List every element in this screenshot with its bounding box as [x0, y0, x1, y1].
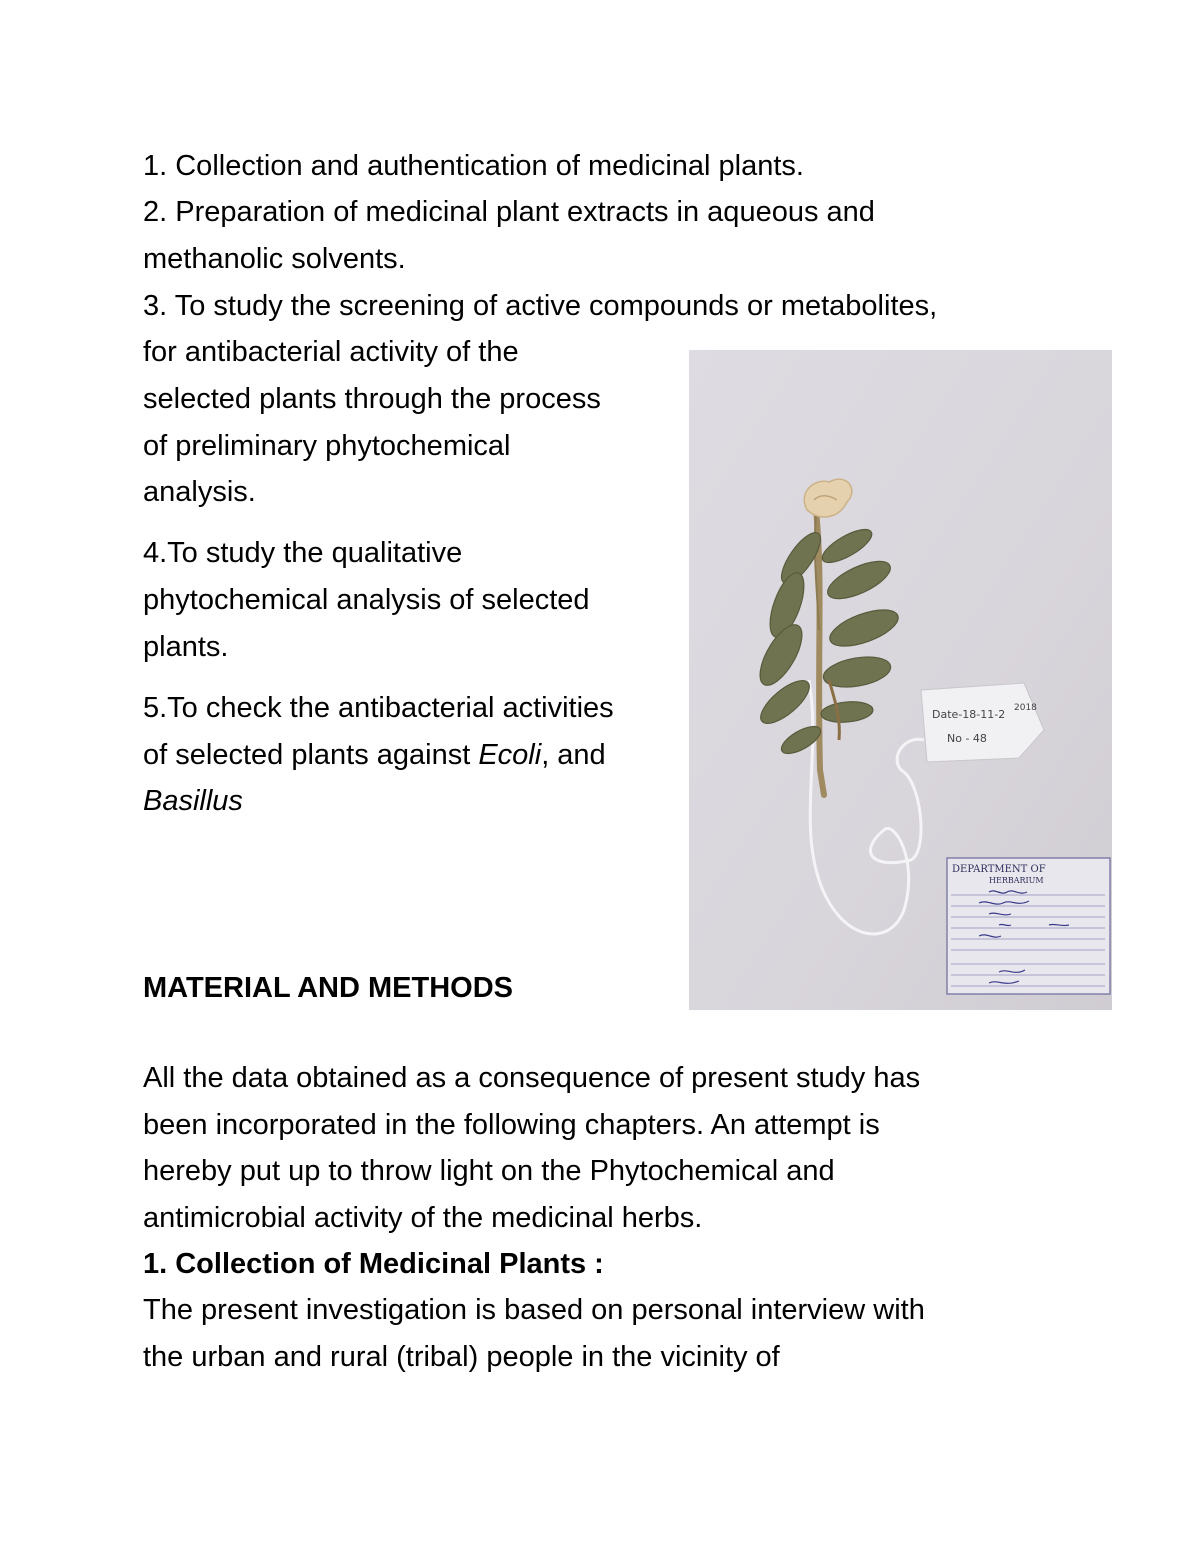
- organism-ecoli: Ecoli: [478, 739, 542, 771]
- subheading-collection: 1. Collection of Medicinal Plants :: [143, 1248, 604, 1280]
- organism-basillus: Basillus: [143, 785, 243, 817]
- objective-2-line-2: methanolic solvents.: [143, 243, 406, 275]
- label-subtitle: HERBARIUM: [989, 876, 1044, 885]
- objective-3-line-2: for antibacterial activity of the: [143, 336, 519, 368]
- objective-3-line-3: selected plants through the process: [143, 383, 601, 415]
- objective-5-line-1: 5.To check the antibacterial activities: [143, 692, 614, 724]
- specimen-tag: [921, 683, 1044, 762]
- objective-5-prefix: of selected plants against: [143, 739, 479, 771]
- tag-year: 2018: [1014, 703, 1037, 713]
- intro-line-1: All the data obtained as a consequence of present study has: [143, 1062, 921, 1094]
- objective-4-line-1: 4.To study the qualitative: [143, 537, 463, 569]
- investigation-line-2: the urban and rural (tribal) people in the vicinity of: [143, 1341, 780, 1373]
- intro-line-2: been incorporated in the following chapters. An attempt is: [143, 1109, 880, 1141]
- intro-line-3: hereby put up to throw light on the Phytochemical and: [143, 1155, 835, 1187]
- label-title: DEPARTMENT OF: [952, 864, 1046, 875]
- intro-line-4: antimicrobial activity of the medicinal herbs.: [143, 1202, 703, 1234]
- tag-number: No - 48: [947, 732, 987, 745]
- specimen-illustration: [689, 350, 1112, 1010]
- objective-1: 1. Collection and authentication of medicinal plants.: [143, 150, 804, 182]
- objective-5-suffix: , and: [541, 739, 606, 771]
- objective-3-line-1: 3. To study the screening of active compounds or metabolites,: [143, 290, 938, 322]
- objective-4-line-2: phytochemical analysis of selected: [143, 584, 590, 616]
- objective-2-line-1: 2. Preparation of medicinal plant extracts in aqueous and: [143, 196, 875, 228]
- tag-date: Date-18-11-2: [932, 708, 1006, 721]
- objective-3-line-4: of preliminary phytochemical: [143, 430, 511, 462]
- investigation-line-1: The present investigation is based on personal interview with: [143, 1294, 925, 1326]
- herbarium-specimen-photo: [689, 350, 1112, 1010]
- objective-3-line-5: analysis.: [143, 476, 256, 508]
- section-heading: MATERIAL AND METHODS: [143, 972, 514, 1004]
- objective-5-line-2: [143, 738, 606, 772]
- objective-4-line-3: plants.: [143, 631, 229, 663]
